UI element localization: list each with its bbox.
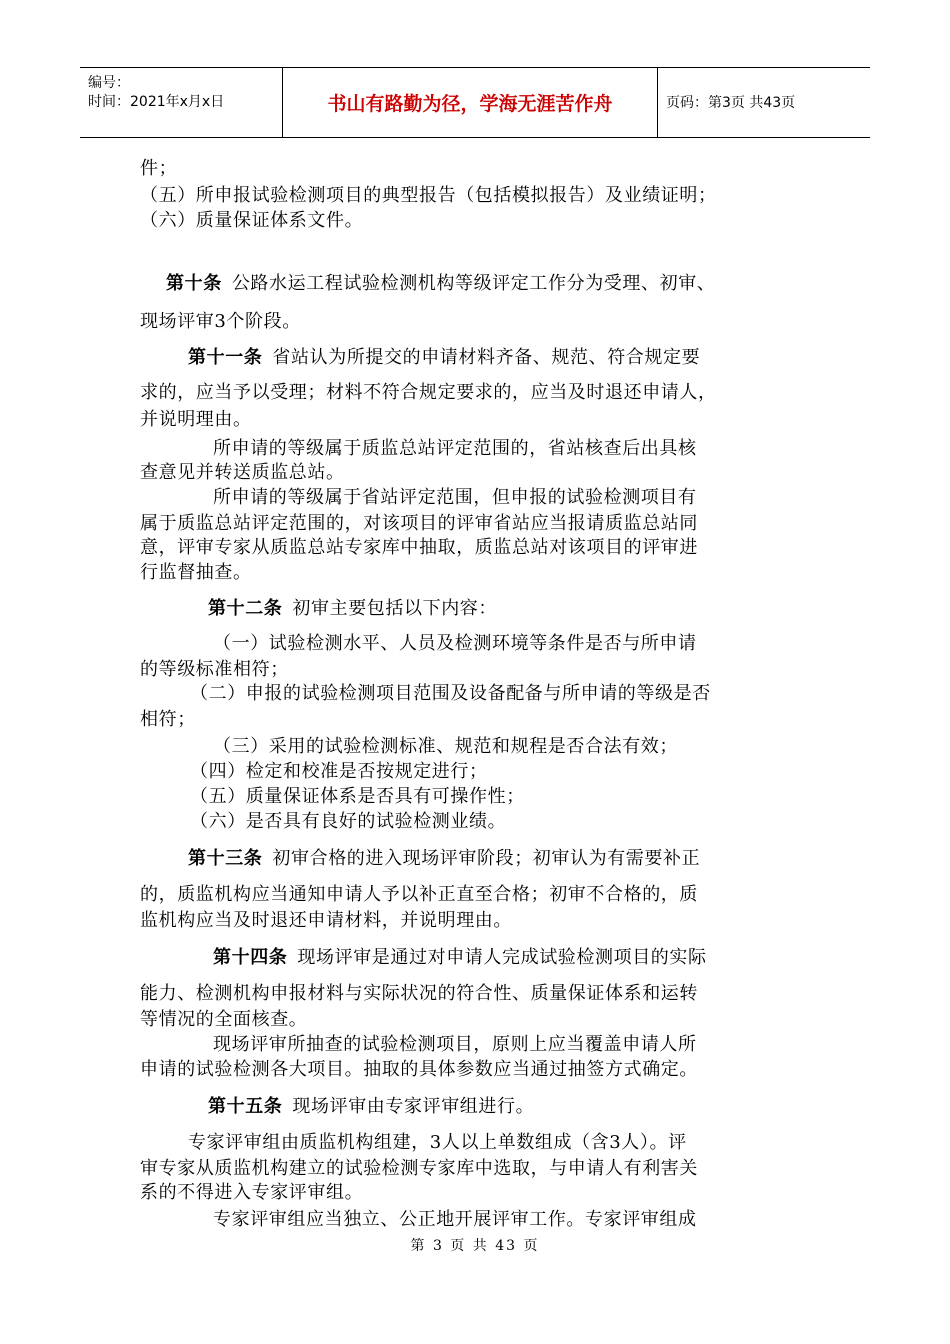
line-text: 现场评审是通过对申请人完成试验检测项目的实际 xyxy=(297,947,707,968)
article-number: 第十三条 xyxy=(188,848,263,869)
article-number: 第十五条 xyxy=(208,1096,283,1117)
line-text: 现场评审所抽查的试验检测项目，原则上应当覆盖申请人所 xyxy=(213,1034,697,1055)
line-text: （二）申报的试验检测项目范围及设备配备与所申请的等级是否 xyxy=(190,683,711,704)
body-line xyxy=(190,785,525,809)
body-line xyxy=(140,561,252,585)
body-line xyxy=(213,1208,697,1232)
body-line xyxy=(188,346,700,370)
body-line xyxy=(213,946,707,970)
body-line xyxy=(140,883,698,907)
line-text: 监机构应当及时退还申请材料，并说明理由。 xyxy=(140,910,512,931)
line-text: 所申请的等级属于质监总站评定范围的，省站核查后出具核 xyxy=(213,438,697,459)
body-line xyxy=(140,536,698,560)
line-text: （一）试验检测水平、人员及检测环境等条件是否与所申请 xyxy=(213,633,697,654)
line-text: 所申请的等级属于省站评定范围，但申报的试验检测项目有 xyxy=(213,487,697,508)
line-text: 件； xyxy=(140,158,178,179)
line-text: 的，质监机构应当通知申请人予以补正直至合格；初审不合格的，质 xyxy=(140,884,698,905)
line-text: 现场评审由专家评审组进行。 xyxy=(292,1096,535,1117)
body-line xyxy=(166,272,715,296)
body-line xyxy=(140,909,512,933)
body-line xyxy=(213,437,697,461)
line-text: 省站认为所提交的申请材料齐备、规范、符合规定要 xyxy=(272,347,701,368)
body-line xyxy=(140,1157,698,1181)
header-motto-cell xyxy=(283,68,658,137)
article-number: 第十一条 xyxy=(188,347,263,368)
body-line xyxy=(140,461,345,485)
body-line xyxy=(140,157,177,181)
line-text: 行监督抽查。 xyxy=(140,562,252,583)
line-text: 求的，应当予以受理；材料不符合规定要求的，应当及时退还申请人， xyxy=(140,382,717,403)
line-text: 初审主要包括以下内容： xyxy=(292,598,498,619)
line-text: 相符； xyxy=(140,709,196,730)
body-line xyxy=(190,682,711,706)
line-text: 并说明理由。 xyxy=(140,409,252,430)
body-line xyxy=(213,735,678,759)
line-text: 意，评审专家从质监总站专家库中抽取，质监总站对该项目的评审进 xyxy=(140,537,698,558)
body-line xyxy=(140,408,252,432)
body-line xyxy=(213,1033,697,1057)
page-header xyxy=(80,67,870,138)
line-text: 能力、检测机构申报材料与实际状况的符合性、质量保证体系和运转 xyxy=(140,983,698,1004)
body-line xyxy=(208,597,497,621)
page-footer: 第 3 页 共 43 页 xyxy=(410,1238,540,1254)
line-text: （六）是否具有良好的试验检测业绩。 xyxy=(190,811,507,832)
line-text: 等情况的全面核查。 xyxy=(140,1009,308,1030)
date-line: 时间：2021年x月x日 xyxy=(88,94,225,110)
body-line xyxy=(140,658,289,682)
article-number: 第十条 xyxy=(166,273,222,294)
body-line xyxy=(188,847,700,871)
body-line xyxy=(213,632,697,656)
line-text: 初审合格的进入现场评审阶段；初审认为有需要补正 xyxy=(272,848,701,869)
article-number: 第十四条 xyxy=(213,947,288,968)
page-info: 页码：第3页 共43页 xyxy=(666,94,796,111)
line-text: 查意见并转送质监总站。 xyxy=(140,462,345,483)
line-text: 的等级标准相符； xyxy=(140,659,289,680)
line-text: 属于质监总站评定范围的，对该项目的评审省站应当报请质监总站同 xyxy=(140,513,698,534)
body-line xyxy=(140,512,698,536)
line-text: （三）采用的试验检测标准、规范和规程是否合法有效； xyxy=(213,736,678,757)
line-text: 系的不得进入专家评审组。 xyxy=(140,1182,364,1203)
line-text: （四）检定和校准是否按规定进行； xyxy=(190,761,488,782)
line-text: 申请的试验检测各大项目。抽取的具体参数应当通过抽签方式确定。 xyxy=(140,1059,698,1080)
body-line xyxy=(140,1008,307,1032)
body-line xyxy=(140,982,698,1006)
motto: 书山有路勤为径，学海无涯苦作舟 xyxy=(327,93,613,115)
body-line xyxy=(140,1181,363,1205)
line-text: （五）所申报试验检测项目的典型报告（包括模拟报告）及业绩证明； xyxy=(140,185,717,206)
line-text: （五）质量保证体系是否具有可操作性； xyxy=(190,786,525,807)
line-text: 审专家从质监机构建立的试验检测专家库中选取，与申请人有利害关 xyxy=(140,1158,698,1179)
article-number: 第十二条 xyxy=(208,598,283,619)
body-line xyxy=(208,1095,534,1119)
body-line xyxy=(190,810,506,834)
body-line xyxy=(140,310,301,334)
line-text: 公路水运工程试验检测机构等级评定工作分为受理、初审、 xyxy=(231,273,716,294)
line-text: 现场评审3个阶段。 xyxy=(140,311,301,332)
body-line xyxy=(188,1131,687,1155)
body-line xyxy=(140,381,717,405)
header-page-cell xyxy=(658,68,870,137)
body-line xyxy=(140,184,717,208)
line-text: 专家评审组应当独立、公正地开展评审工作。专家评审组成 xyxy=(213,1209,697,1230)
body-line xyxy=(140,1058,698,1082)
body-line xyxy=(140,708,196,732)
number-label: 编号： xyxy=(88,75,130,91)
line-text: 专家评审组由质监机构组建，3人以上单数组成（含3人）。评 xyxy=(188,1132,687,1153)
body-line xyxy=(213,486,697,510)
header-meta-cell xyxy=(80,68,283,137)
body-line xyxy=(140,209,363,233)
line-text: （六）质量保证体系文件。 xyxy=(140,210,364,231)
body-line xyxy=(190,760,488,784)
